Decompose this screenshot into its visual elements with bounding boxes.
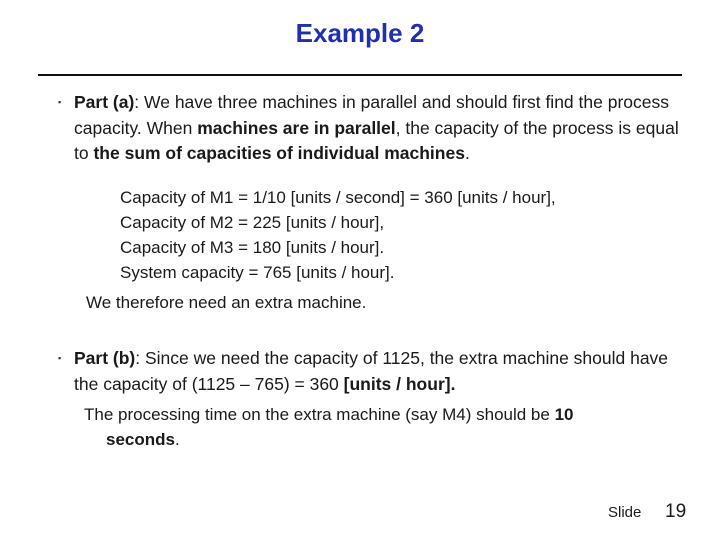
processing-text: The processing time on the extra machine (say M4) should be xyxy=(84,405,555,424)
part-a-text-2: , the capacity of the process is equal to xyxy=(74,117,679,163)
capacity-m2: Capacity of M2 = 225 [units / hour], xyxy=(120,213,385,232)
part-b-paragraph xyxy=(74,346,684,397)
part-b-text-1: : Since we need the capacity of 1125, the extra machine should have the capacity of (1125 – 765) = 360 xyxy=(74,348,669,394)
processing-value: 10 xyxy=(554,405,574,424)
part-a-label: Part (a) xyxy=(74,92,135,112)
part-a-bold-1: machines are in parallel xyxy=(197,117,396,138)
capacity-m3: Capacity of M3 = 180 [units / hour]. xyxy=(120,238,385,257)
bullet-marker: ▪ xyxy=(58,97,62,107)
bullet-marker-b: ▪ xyxy=(58,353,62,363)
slide-label: Slide xyxy=(608,504,642,521)
system-capacity: System capacity = 765 [units / hour]. xyxy=(120,263,395,282)
part-a-paragraph xyxy=(74,90,684,167)
capacity-m1: Capacity of M1 = 1/10 [units / second] = 360 [units / hour], xyxy=(120,188,556,207)
processing-end: . xyxy=(174,430,180,449)
slide-number: 19 xyxy=(665,501,687,522)
part-a-text-1: : We have three machines in parallel and should first find the process capacity. When xyxy=(74,92,669,138)
part-a-text-3: . xyxy=(464,143,470,163)
part-b-label: Part (b) xyxy=(74,348,136,368)
part-a-conclusion: We therefore need an extra machine. xyxy=(86,293,367,312)
part-b-bold-1: [units / hour]. xyxy=(343,373,456,394)
processing-unit: seconds xyxy=(106,430,175,449)
title-divider xyxy=(38,74,682,76)
part-a-bold-2: the sum of capacities of individual machines xyxy=(93,143,465,163)
capacity-list xyxy=(120,185,556,285)
processing-time-paragraph xyxy=(84,402,704,452)
slide-title: Example 2 xyxy=(295,18,425,48)
